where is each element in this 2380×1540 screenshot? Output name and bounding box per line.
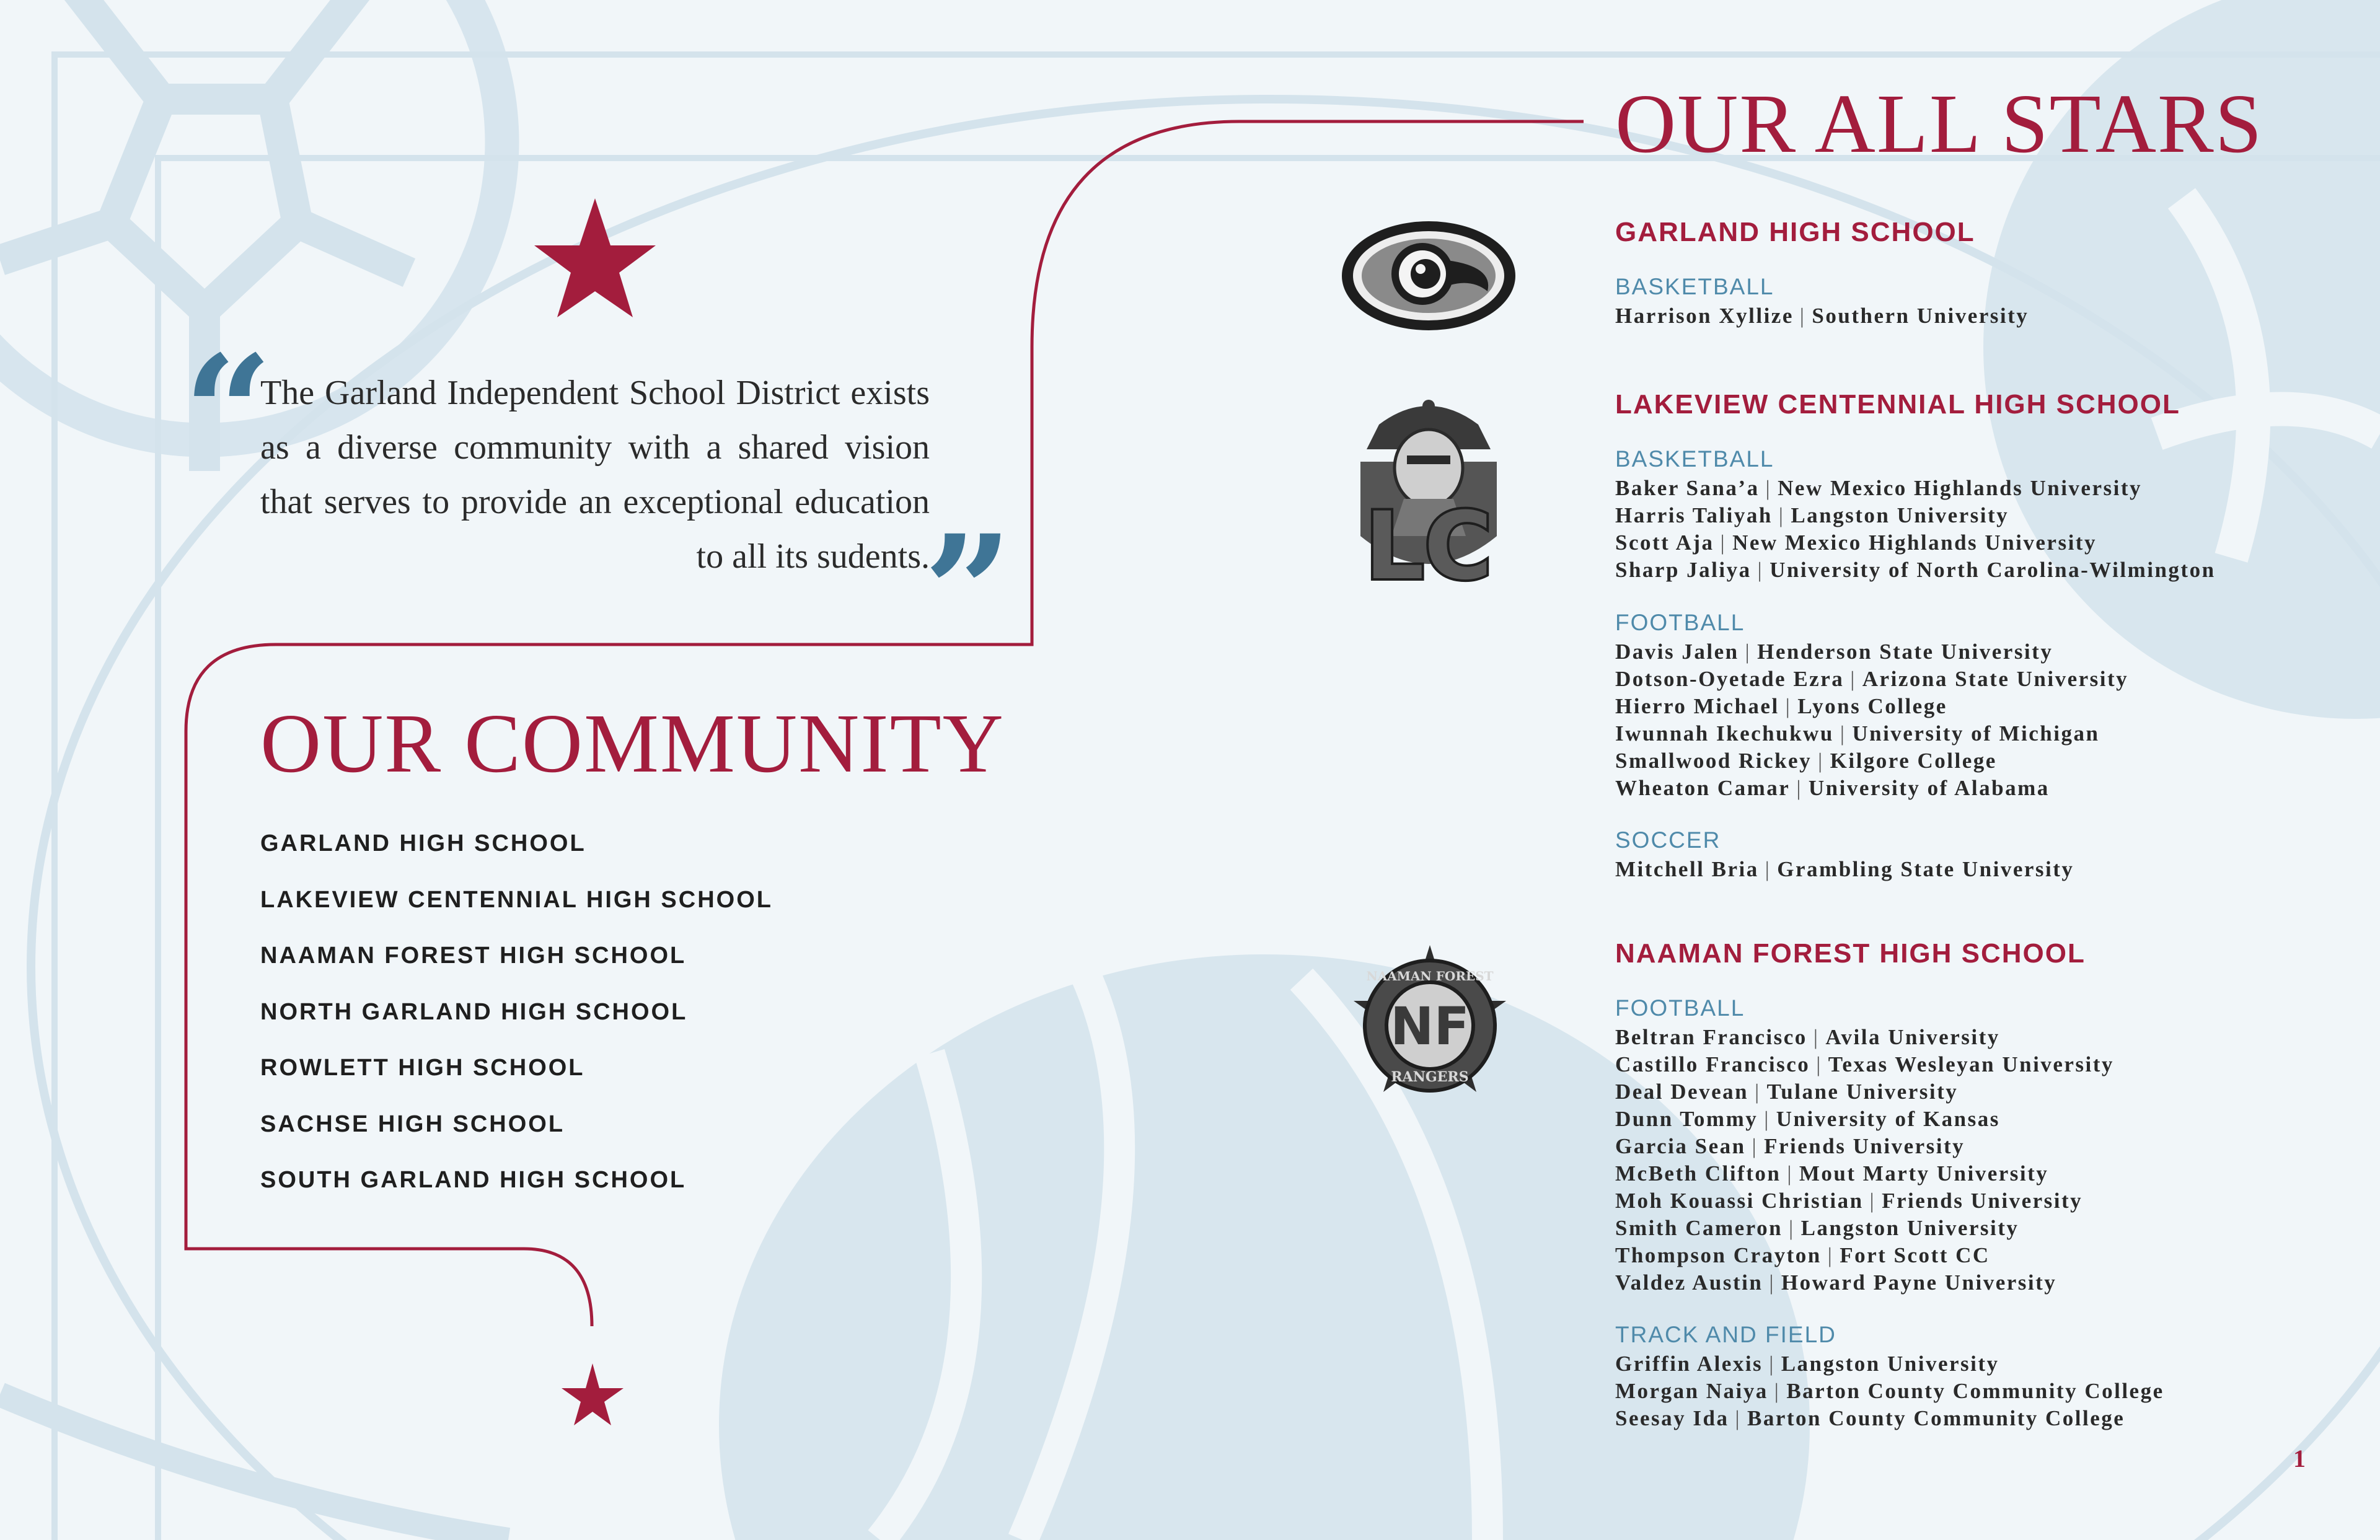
community-school-item: LAKEVIEW CENTENNIAL HIGH SCHOOL [260, 886, 773, 913]
community-school-item: SACHSE HIGH SCHOOL [260, 1111, 565, 1137]
player-list [1615, 302, 2029, 330]
player-name: Smith Cameron [1615, 1216, 1783, 1240]
sport-label: FOOTBALL [1615, 610, 1745, 635]
sport-label: BASKETBALL [1615, 274, 1774, 299]
college-name: Langston University [1800, 1216, 2019, 1240]
player-name: McBeth Clifton [1615, 1161, 1781, 1186]
rangers-star-logo [1348, 942, 1512, 1106]
college-name: Barton County Community College [1786, 1379, 2164, 1403]
college-name: Langston University [1791, 503, 2009, 527]
college-name: Henderson State University [1757, 640, 2053, 664]
college-name: Lyons College [1797, 694, 1947, 718]
player-entry [1615, 1051, 2114, 1078]
school-heading-naaman-forest: NAAMAN FOREST HIGH SCHOOL [1615, 938, 2086, 969]
college-name: University of Michigan [1852, 721, 2100, 746]
community-school-list [260, 816, 773, 1208]
player-entry [1615, 693, 2128, 720]
divider: | [1778, 503, 1785, 527]
community-school-item: SOUTH GARLAND HIGH SCHOOL [260, 1167, 687, 1193]
player-list [1615, 856, 2074, 883]
player-name: Harris Taliyah [1615, 503, 1773, 527]
player-name: Davis Jalen [1615, 640, 1739, 664]
player-entry [1615, 1350, 2164, 1378]
player-name: Morgan Naiya [1615, 1379, 1768, 1403]
nf-letters: NF [1390, 996, 1470, 1057]
divider: | [1818, 749, 1824, 773]
player-name: Baker Sana’a [1615, 476, 1760, 500]
divider: | [1816, 1052, 1822, 1076]
divider: | [1755, 1080, 1761, 1104]
player-name: Seesay Ida [1615, 1406, 1729, 1430]
college-name: Mout Marty University [1799, 1161, 2049, 1186]
college-name: Southern University [1812, 304, 2029, 328]
divider: | [1735, 1406, 1742, 1430]
college-name: Fort Scott CC [1840, 1243, 1990, 1267]
player-entry [1615, 1133, 2114, 1160]
sport-label: SOCCER [1615, 827, 1721, 853]
player-name: Dotson-Oyetade Ezra [1615, 667, 1844, 691]
player-entry [1615, 1078, 2114, 1106]
player-entry [1615, 720, 2128, 747]
college-name: Langston University [1781, 1352, 1999, 1376]
player-entry [1615, 1242, 2114, 1269]
sport-label: BASKETBALL [1615, 446, 1774, 472]
player-name: Beltran Francisco [1615, 1025, 1807, 1049]
player-name: Hierro Michael [1615, 694, 1779, 718]
player-entry [1615, 1269, 2114, 1296]
player-list [1615, 1350, 2164, 1432]
college-name: University of North Carolina-Wilmington [1770, 558, 2216, 582]
player-name: Deal Devean [1615, 1080, 1749, 1104]
player-entry [1615, 747, 2128, 775]
community-school-item: NAAMAN FOREST HIGH SCHOOL [260, 943, 687, 969]
player-name: Garcia Sean [1615, 1134, 1746, 1158]
player-entry [1615, 475, 2216, 502]
player-name: Smallwood Rickey [1615, 749, 1812, 773]
player-name: Iwunnah Ikechukwu [1615, 721, 1834, 746]
player-entry [1615, 502, 2216, 529]
college-name: Arizona State University [1862, 667, 2129, 691]
player-name: Castillo Francisco [1615, 1052, 1810, 1076]
player-entry [1615, 856, 2074, 883]
divider: | [1752, 1134, 1758, 1158]
player-name: Griffin Alexis [1615, 1352, 1763, 1376]
player-entry [1615, 1378, 2164, 1405]
close-quote-mark: ” [923, 501, 1013, 683]
sport-label: FOOTBALL [1615, 995, 1745, 1021]
player-name: Moh Kouassi Christian [1615, 1189, 1864, 1213]
divider: | [1769, 1270, 1775, 1295]
college-name: Friends University [1882, 1189, 2083, 1213]
player-entry [1615, 302, 2029, 330]
divider: | [1765, 857, 1771, 881]
player-entry [1615, 666, 2128, 693]
divider: | [1869, 1189, 1876, 1213]
naaman-forest-arc-text: NAAMAN FOREST [1366, 969, 1494, 983]
college-name: New Mexico Highlands University [1732, 530, 2097, 555]
player-name: Sharp Jaliya [1615, 558, 1752, 582]
college-name: Tulane University [1766, 1080, 1959, 1104]
college-name: Kilgore College [1830, 749, 1997, 773]
school-heading-lakeview: LAKEVIEW CENTENNIAL HIGH SCHOOL [1615, 389, 2180, 420]
player-list [1615, 638, 2128, 802]
college-name: Barton County Community College [1747, 1406, 2125, 1430]
player-name: Harrison Xyllize [1615, 304, 1794, 328]
divider: | [1765, 476, 1772, 500]
college-name: University of Kansas [1776, 1107, 2000, 1131]
player-name: Wheaton Camar [1615, 776, 1791, 800]
college-name: New Mexico Highlands University [1778, 476, 2142, 500]
college-name: Grambling State University [1777, 857, 2074, 881]
player-entry [1615, 775, 2128, 802]
divider: | [1757, 558, 1764, 582]
player-entry [1615, 1024, 2114, 1051]
divider: | [1720, 530, 1727, 555]
player-name: Mitchell Bria [1615, 857, 1759, 881]
community-school-item: ROWLETT HIGH SCHOOL [260, 1055, 585, 1081]
college-name: Avila University [1825, 1025, 2000, 1049]
community-school-item: GARLAND HIGH SCHOOL [260, 830, 586, 856]
divider: | [1796, 776, 1802, 800]
divider: | [1787, 1161, 1793, 1186]
allstars-title: OUR ALL STARS [1615, 77, 2263, 170]
rangers-arc-text: RANGERS [1391, 1069, 1469, 1085]
divider: | [1799, 304, 1806, 328]
divider: | [1764, 1107, 1770, 1131]
lc-letters: LC [1365, 493, 1492, 592]
college-name: University of Alabama [1808, 776, 2050, 800]
player-name: Thompson Crayton [1615, 1243, 1822, 1267]
college-name: Friends University [1764, 1134, 1965, 1158]
player-entry [1615, 1215, 2114, 1242]
divider: | [1840, 721, 1846, 746]
star-icon-bottom [562, 1363, 624, 1425]
player-list [1615, 1024, 2114, 1296]
player-entry [1615, 1187, 2114, 1215]
college-name: Howard Payne University [1781, 1270, 2057, 1295]
player-entry [1615, 638, 2128, 666]
mission-quote: The Garland Independent School District exists as a diverse community with a shared vision that serves to provide an exceptional education to all its sudents. [260, 374, 930, 576]
player-entry [1615, 1405, 2164, 1432]
divider: | [1813, 1025, 1820, 1049]
divider: | [1774, 1379, 1781, 1403]
player-list [1615, 475, 2216, 584]
player-entry [1615, 1160, 2114, 1187]
divider: | [1745, 640, 1752, 664]
divider: | [1785, 694, 1792, 718]
page-number: 1 [2293, 1445, 2306, 1472]
divider: | [1827, 1243, 1834, 1267]
divider: | [1789, 1216, 1795, 1240]
player-name: Valdez Austin [1615, 1270, 1763, 1295]
owl-eye-logo [1339, 217, 1518, 335]
open-quote-mark: “ [183, 321, 273, 503]
college-name: Texas Wesleyan University [1828, 1052, 2114, 1076]
player-name: Scott Aja [1615, 530, 1714, 555]
player-name: Dunn Tommy [1615, 1107, 1758, 1131]
player-entry [1615, 1106, 2114, 1133]
community-school-item: NORTH GARLAND HIGH SCHOOL [260, 998, 688, 1025]
patriot-lc-logo [1342, 394, 1515, 592]
sport-label: TRACK AND FIELD [1615, 1322, 1836, 1347]
divider: | [1850, 667, 1856, 691]
community-title: OUR COMMUNITY [260, 697, 1005, 790]
school-heading-garland: GARLAND HIGH SCHOOL [1615, 217, 1975, 247]
divider: | [1769, 1352, 1775, 1376]
player-entry [1615, 529, 2216, 557]
player-entry [1615, 557, 2216, 584]
